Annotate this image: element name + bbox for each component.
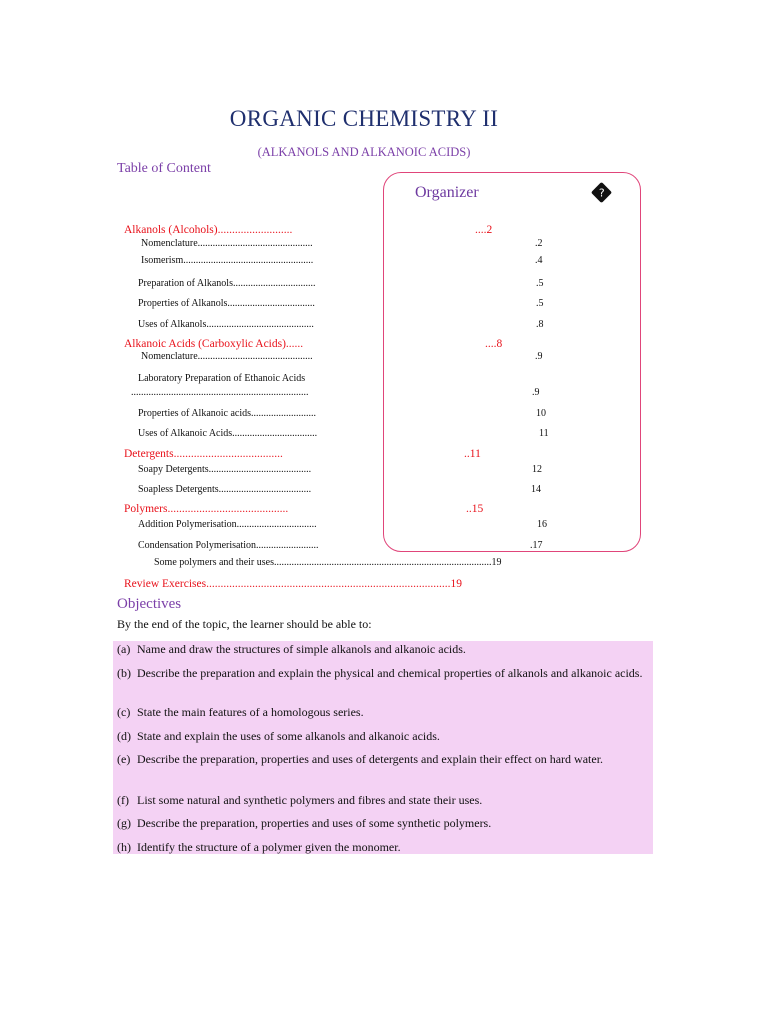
- toc-uses-alkanoic: Uses of Alkanoic Acids..................................: [138, 428, 318, 439]
- organizer-label: Organizer: [415, 184, 479, 201]
- objective-item: (e) Describe the preparation, properties and uses of detergents and explain their effect on hard water.: [117, 752, 604, 766]
- toc-detergents-page: ..11: [464, 448, 481, 460]
- toc-detergents: Detergents......................................: [124, 448, 283, 460]
- toc-uses-alkanols: Uses of Alkanols...........................................: [138, 319, 314, 330]
- toc-soapless-page: 14: [531, 484, 541, 495]
- toc-nomenclature-acids: Nomenclature..............................................: [141, 351, 313, 362]
- toc-lab-prep: Laboratory Preparation of Ethanoic Acids: [138, 373, 306, 384]
- toc-nomenclature-acids-page: .9: [535, 351, 543, 362]
- toc-prop-alkanoic-page: 10: [536, 408, 546, 419]
- page-subtitle: (ALKANOLS AND ALKANOIC ACIDS): [257, 145, 471, 159]
- toc-isomerism: Isomerism....................................................: [141, 255, 314, 266]
- objective-item: (d) State and explain the uses of some alkanols and alkanoic acids.: [117, 729, 440, 743]
- objective-item: (g) Describe the preparation, properties and uses of some synthetic polymers.: [117, 816, 492, 830]
- toc-lab-prep-dots: .......................................................................: [131, 387, 309, 398]
- toc-prep-alkanols: Preparation of Alkanols.................................: [138, 278, 316, 289]
- toc-alkanols: Alkanols (Alcohols)..........................: [124, 224, 293, 236]
- objective-item: (h) Identify the structure of a polymer given the monomer.: [117, 840, 401, 854]
- toc-condensation: Condensation Polymerisation.........................: [138, 540, 319, 551]
- toc-soapy-page: 12: [532, 464, 542, 475]
- toc-prop-alkanols: Properties of Alkanols...................................: [138, 298, 315, 309]
- toc-polymers-page: ..15: [466, 503, 484, 515]
- toc-review: Review Exercises.....................................................................................19: [124, 578, 462, 590]
- toc-condensation-page: .17: [530, 540, 543, 551]
- toc-nomenclature: Nomenclature..............................................: [141, 238, 313, 249]
- toc-prop-alkanols-page: .5: [536, 298, 544, 309]
- page-title: ORGANIC CHEMISTRY II: [229, 106, 499, 131]
- toc-uses-alkanols-page: .8: [536, 319, 544, 330]
- toc-alkanoic: Alkanoic Acids (Carboxylic Acids)......: [124, 338, 304, 350]
- toc-uses-alkanoic-page: 11: [539, 428, 549, 439]
- toc-lab-prep-page: .9: [532, 387, 540, 398]
- toc-alkanols-page: ....2: [475, 224, 493, 236]
- toc-soapy: Soapy Detergents.........................................: [138, 464, 312, 475]
- toc-nomenclature-page: .2: [535, 238, 543, 249]
- toc-addition-page: 16: [537, 519, 547, 530]
- toc-some-polymers: Some polymers and their uses.......................................................................................19: [154, 557, 502, 568]
- organizer-box: [383, 172, 641, 552]
- objectives-heading: Objectives: [117, 596, 182, 612]
- toc-polymers: Polymers..........................................: [124, 503, 289, 515]
- objective-item: (a) Name and draw the structures of simple alkanols and alkanoic acids.: [117, 642, 466, 656]
- toc-prop-alkanoic: Properties of Alkanoic acids..........................: [138, 408, 317, 419]
- toc-prep-alkanols-page: .5: [536, 278, 544, 289]
- toc-alkanoic-page: ....8: [485, 338, 503, 350]
- objectives-lead: By the end of the topic, the learner should be able to:: [117, 617, 372, 631]
- replacement-char-icon: ?: [591, 182, 612, 203]
- toc-soapless: Soapless Detergents.....................................: [138, 484, 312, 495]
- toc-heading: Table of Content: [117, 161, 211, 176]
- objective-item: (b) Describe the preparation and explain the physical and chemical properties of alkanols and alkanoic acids.: [117, 666, 643, 680]
- objective-item: (c) State the main features of a homologous series.: [117, 705, 364, 719]
- toc-addition: Addition Polymerisation................................: [138, 519, 317, 530]
- objective-item: (f) List some natural and synthetic polymers and fibres and state their uses.: [117, 793, 483, 807]
- toc-isomerism-page: .4: [535, 255, 543, 266]
